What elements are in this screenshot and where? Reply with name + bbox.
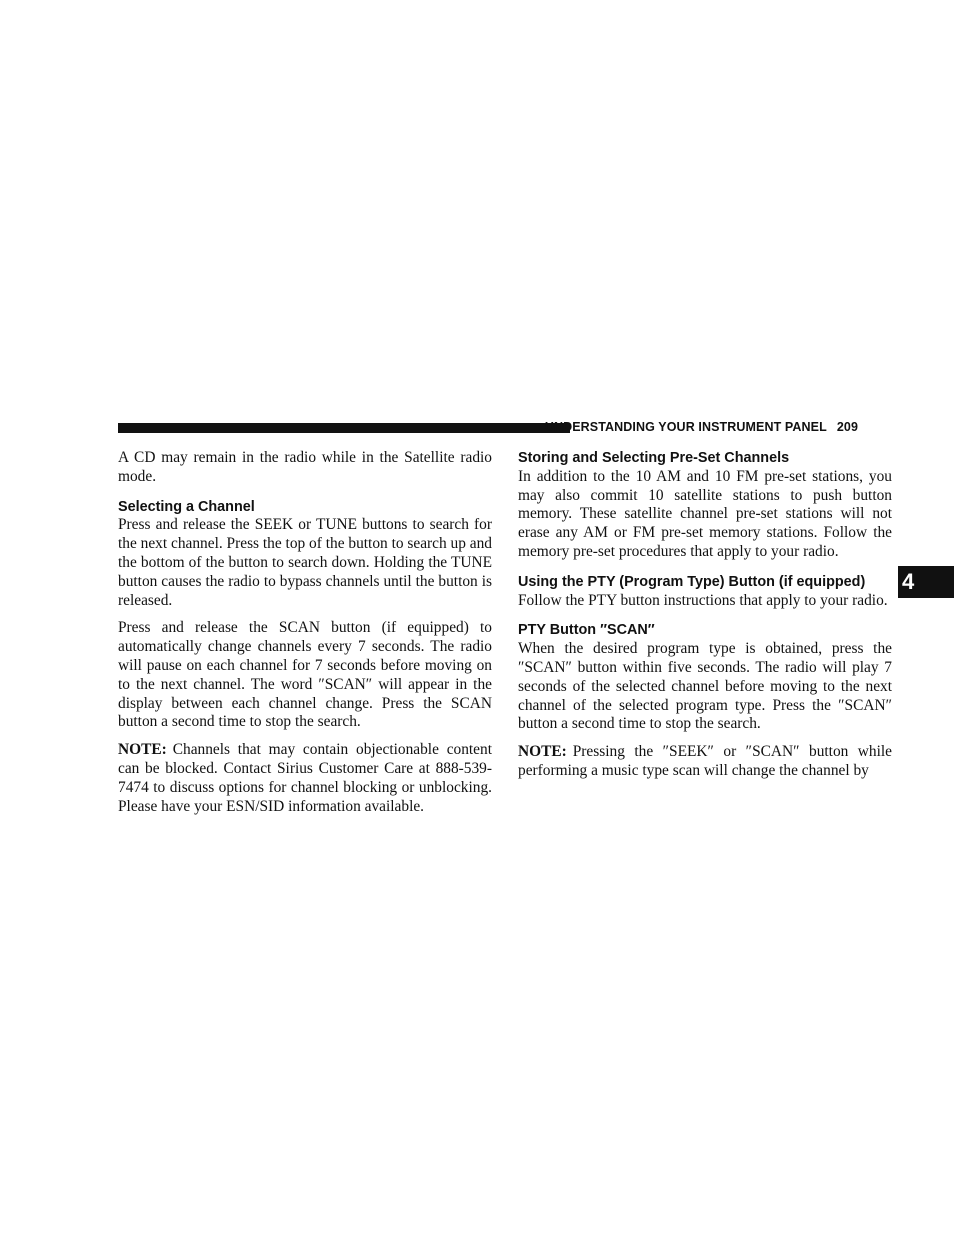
note-paragraph-right bbox=[518, 743, 892, 781]
note-label: NOTE: bbox=[118, 741, 167, 759]
section-title: UNDERSTANDING YOUR INSTRUMENT PANEL bbox=[544, 420, 827, 434]
selecting-paragraph-2: Press and release the SCAN button (if equipped) to automatically change channels every 7 seconds. The radio will pause on each channel for 7 seconds before moving on to the next channel. The word ″SCAN″ will appear in the display between each channel change. Press the SCAN button a second time to stop the search. bbox=[118, 619, 492, 731]
note-text: Pressing the ″SEEK″ or ″SCAN″ button while performing a music type scan will change the channel by bbox=[518, 743, 892, 779]
pty-scan-paragraph: When the desired program type is obtained, press the ″SCAN″ button within five seconds. The radio will play 7 seconds of the selected channel before moving to the next channel of the selected program type. Press the ″SCAN″ button a second time to stop the search. bbox=[518, 640, 892, 733]
chapter-number: 4 bbox=[902, 569, 915, 594]
running-header bbox=[545, 420, 858, 434]
pty-heading: Using the PTY (Program Type) Button (if equipped) bbox=[518, 573, 866, 590]
pty-paragraph: Follow the PTY button instructions that apply to your radio. bbox=[518, 591, 888, 609]
note-text: Channels that may contain objectionable content can be blocked. Contact Sirius Customer Care at 888-539-7474 to discuss options for channel blocking or unblocking. Please have your ESN/SID information available. bbox=[118, 741, 492, 815]
intro-paragraph: A CD may remain in the radio while in the Satellite radio mode. bbox=[118, 449, 492, 485]
page-number: 209 bbox=[836, 420, 858, 434]
chapter-tab bbox=[898, 566, 954, 598]
note-label: NOTE: bbox=[518, 743, 567, 761]
header-rule bbox=[118, 423, 570, 433]
note-paragraph-left bbox=[118, 741, 492, 816]
storing-heading: Storing and Selecting Pre-Set Channels bbox=[518, 450, 790, 466]
selecting-paragraph-1: Press and release the SEEK or TUNE buttons to search for the next channel. Press the top of the button to search up and the bottom of the button to search down. Holding the TUNE button causes the radio to bypass channels until the button is released. bbox=[118, 516, 492, 609]
storing-paragraph: In addition to the 10 AM and 10 FM pre-set stations, you may also commit 10 satellite stations to push button memory. These satellite channel pre-set stations will not erase any AM or FM pre-set memory stations. Follow the memory pre-set procedures that apply to your radio. bbox=[518, 467, 892, 560]
selecting-channel-heading: Selecting a Channel bbox=[118, 498, 255, 515]
right-column bbox=[518, 449, 892, 790]
left-column bbox=[118, 449, 492, 825]
pty-scan-heading: PTY Button ″SCAN″ bbox=[518, 622, 655, 639]
